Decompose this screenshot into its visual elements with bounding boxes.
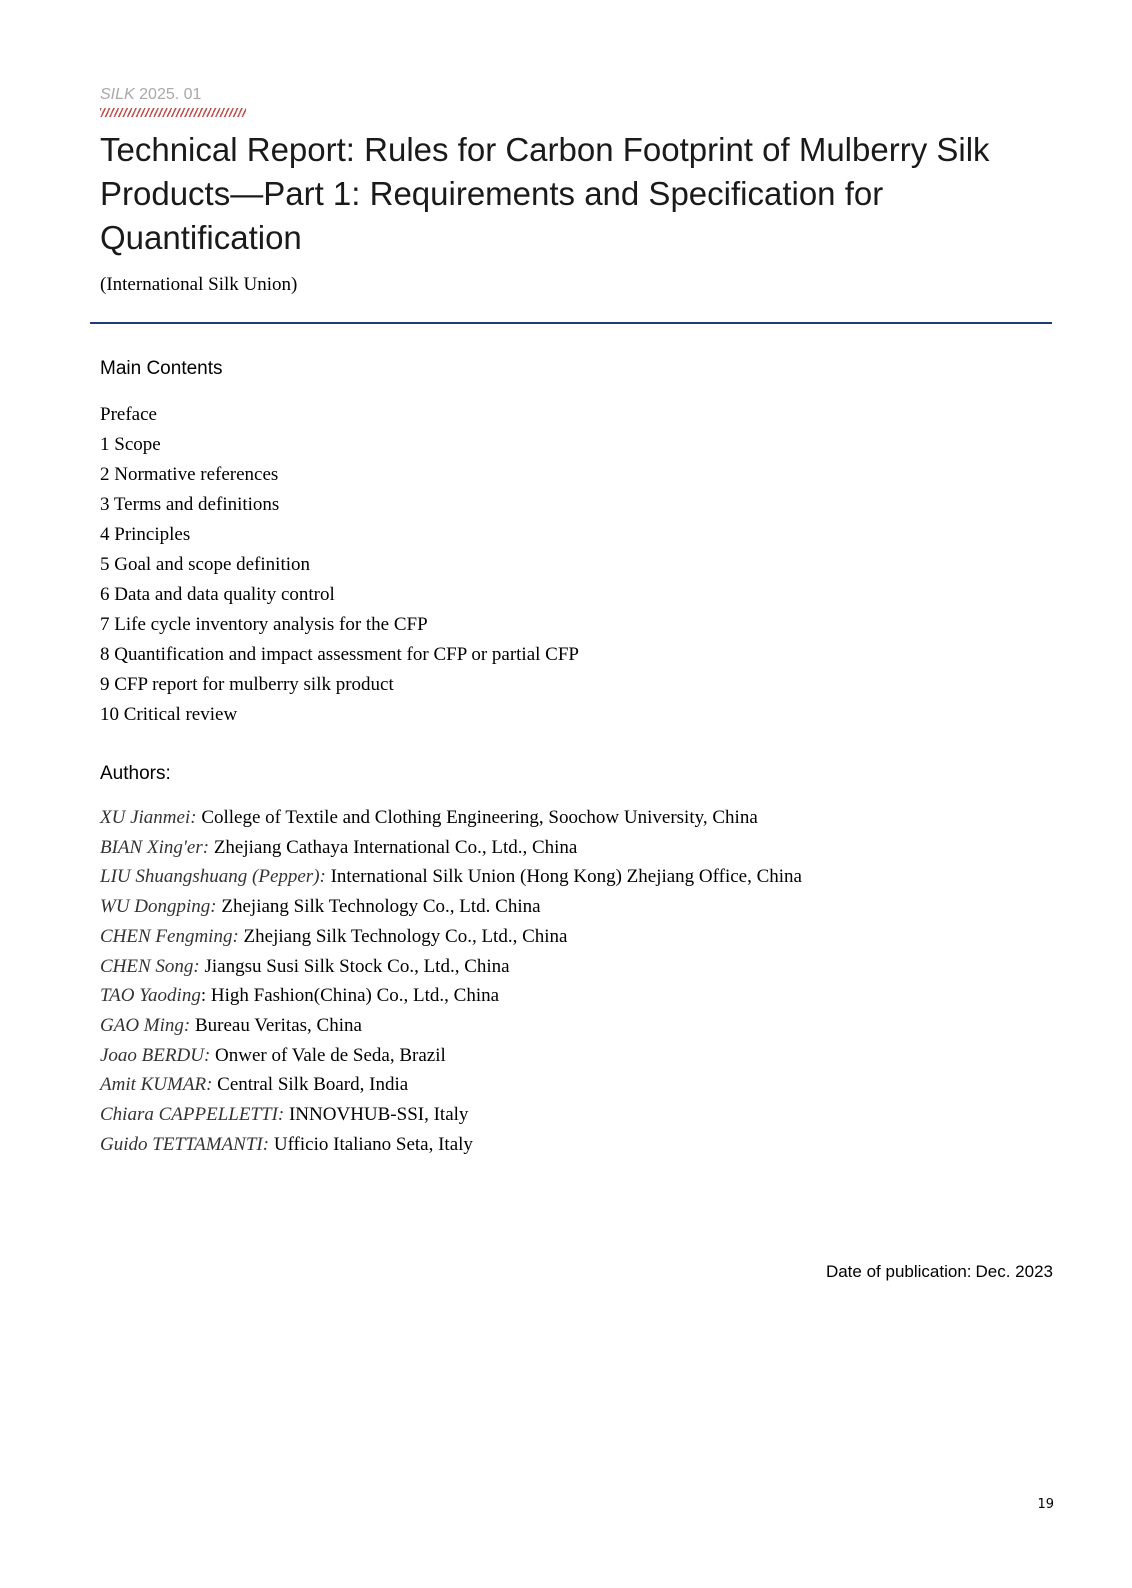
author-affiliation: INNOVHUB-SSI, Italy (284, 1104, 469, 1126)
contents-heading: Main Contents (100, 358, 223, 379)
contents-item: 9 CFP report for mulberry silk product (100, 674, 394, 695)
author-affiliation: International Silk Union (Hong Kong) Zhejiang Office, China (325, 866, 802, 888)
journal-header (100, 86, 201, 104)
author-affiliation: Zhejiang Silk Technology Co., Ltd. China (216, 896, 541, 918)
publication-date-label: Date of publication: (825, 1262, 972, 1281)
author-entry (100, 862, 802, 892)
author-entry (100, 1130, 802, 1160)
author-affiliation: : High Fashion(China) Co., Ltd., China (200, 985, 500, 1007)
organization: (International Silk Union) (100, 274, 298, 295)
author-name: GAO Ming: (100, 1014, 191, 1036)
author-affiliation: Zhejiang Silk Technology Co., Ltd., China (238, 925, 568, 947)
author-name: Guido TETTAMANTI: (100, 1133, 270, 1155)
author-affiliation: Jiangsu Susi Silk Stock Co., Ltd., China (199, 955, 510, 977)
contents-item: 2 Normative references (100, 464, 279, 485)
contents-item: 1 Scope (100, 434, 161, 455)
contents-item: 3 Terms and definitions (100, 494, 280, 515)
journal-issue: 2025. 01 (139, 86, 202, 103)
author-entry (100, 892, 802, 922)
author-affiliation: Central Silk Board, India (212, 1074, 409, 1096)
authors-list (100, 803, 802, 1159)
author-name: Joao BERDU: (100, 1044, 211, 1066)
contents-item: 6 Data and data quality control (100, 584, 335, 605)
author-name: Amit KUMAR: (100, 1074, 213, 1096)
author-affiliation: Ufficio Italiano Seta, Italy (269, 1133, 473, 1155)
author-name: Chiara CAPPELLETTI: (100, 1104, 285, 1126)
author-name: TAO Yaoding (100, 985, 201, 1007)
page-number: 19 (1037, 1497, 1054, 1512)
contents-list (100, 400, 579, 730)
author-entry (100, 922, 802, 952)
author-affiliation: Zhejiang Cathaya International Co., Ltd., China (209, 836, 578, 858)
divider-rule (90, 322, 1052, 324)
author-entry (100, 833, 802, 863)
contents-item: Preface (100, 404, 157, 425)
contents-item: 4 Principles (100, 524, 191, 545)
author-affiliation: Bureau Veritas, China (190, 1014, 362, 1036)
author-entry (100, 803, 802, 833)
author-name: CHEN Fengming: (100, 925, 239, 947)
author-entry (100, 952, 802, 982)
contents-item: 5 Goal and scope definition (100, 554, 311, 575)
author-name: LIU Shuangshuang (Pepper): (100, 866, 326, 888)
author-entry (100, 1100, 802, 1130)
author-name: BIAN Xing'er: (100, 836, 210, 858)
authors-heading: Authors: (100, 763, 171, 784)
contents-item: 10 Critical review (100, 704, 238, 725)
author-entry (100, 1041, 802, 1071)
report-title: Technical Report: Rules for Carbon Footprint of Mulberry Silk Products—Part 1: Requirements and Specification for Quantification (100, 131, 990, 256)
journal-name: SILK (100, 86, 135, 103)
contents-item: 8 Quantification and impact assessment for CFP or partial CFP (100, 644, 579, 665)
author-affiliation: College of Textile and Clothing Engineering, Soochow University, China (196, 807, 758, 828)
author-name: CHEN Song: (100, 955, 200, 977)
author-entry (100, 1070, 802, 1100)
publication-date-value: Dec. 2023 (975, 1262, 1053, 1281)
header-hatch-decoration (100, 108, 246, 117)
contents-item: 7 Life cycle inventory analysis for the CFP (100, 614, 428, 635)
author-affiliation: Onwer of Vale de Seda, Brazil (210, 1044, 446, 1066)
author-name: WU Dongping: (100, 896, 217, 918)
publication-date (826, 1262, 1053, 1282)
author-entry (100, 981, 802, 1011)
author-name: XU Jianmei: (100, 807, 197, 828)
author-entry (100, 1011, 802, 1041)
